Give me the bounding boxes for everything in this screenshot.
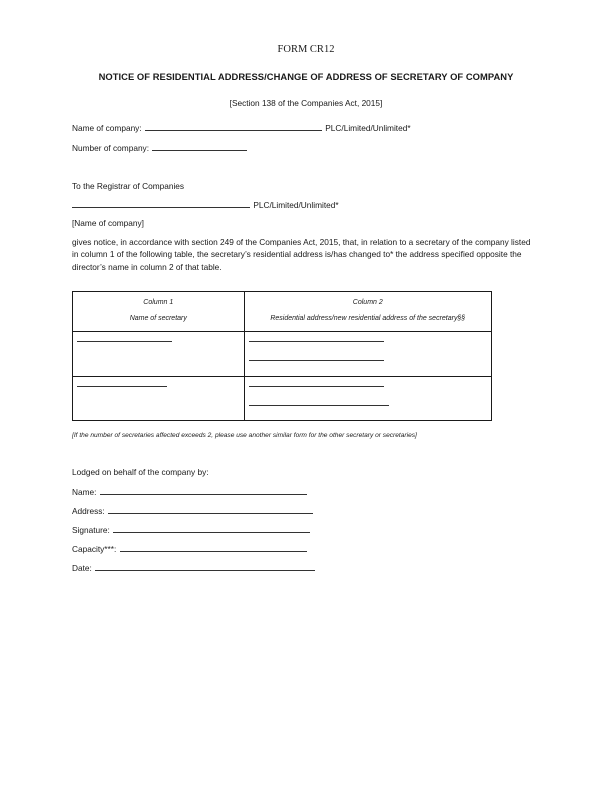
column-1-subheading: Name of secretary (129, 315, 187, 322)
column-1-header (73, 292, 245, 332)
column-1-heading: Column 1 (143, 299, 174, 306)
addressee-company-suffix: PLC/Limited/Unlimited* (253, 200, 339, 210)
company-name-suffix: PLC/Limited/Unlimited* (325, 123, 411, 133)
lodged-by-heading: Lodged on behalf of the company by: (72, 467, 209, 477)
column-2-heading: Column 2 (352, 299, 383, 306)
lodger-name-field[interactable] (100, 487, 307, 495)
form-number: FORM CR12 (277, 44, 335, 55)
lodger-name-label: Name: (72, 487, 97, 497)
secretary-1-address-line-2-field[interactable] (249, 360, 384, 361)
lodger-capacity-label: Capacity***: (72, 544, 117, 554)
notice-paragraph: gives notice, in accordance with section 249 of the Companies Act, 2015, that, in relation to a secretary of the company listed in column 1 of the following table, the secretary’s residential address is/has changed to* the address specified opposite the director’s name in column 2 of that table. (72, 237, 531, 272)
company-number-label: Number of company: (72, 143, 150, 153)
lodger-date-row (72, 563, 316, 573)
addressee-line: To the Registrar of Companies (72, 181, 185, 191)
secretary-address-cell (244, 377, 491, 421)
lodger-signature-row (72, 525, 311, 535)
addressee-company-row (72, 200, 339, 210)
company-name-label: Name of company: (72, 123, 142, 133)
secretary-2-name-field[interactable] (77, 386, 167, 387)
secretary-1-name-field[interactable] (77, 341, 172, 342)
column-2-subheading: Residential address/new residential address of the secretary§§ (270, 315, 466, 322)
table-row (73, 377, 492, 421)
secretary-name-cell (73, 377, 245, 421)
company-number-field[interactable] (152, 143, 247, 151)
secretary-1-address-line-1-field[interactable] (249, 341, 384, 342)
secretary-2-address-line-2-field[interactable] (249, 405, 389, 406)
company-name-field[interactable] (145, 123, 322, 131)
table-row (73, 332, 492, 377)
section-reference: [Section 138 of the Companies Act, 2015] (229, 98, 383, 108)
addressee-company-caption: [Name of company] (72, 218, 144, 228)
secretary-table (72, 291, 492, 421)
secretary-address-cell (244, 332, 491, 377)
lodger-signature-field[interactable] (113, 525, 310, 533)
secretary-name-cell (73, 332, 245, 377)
lodger-name-row (72, 487, 308, 497)
lodger-address-row (72, 506, 314, 516)
lodger-date-field[interactable] (95, 563, 315, 571)
table-header-row (73, 292, 492, 332)
lodger-address-label: Address: (72, 506, 105, 516)
company-number-row (72, 143, 248, 153)
secretary-2-address-line-1-field[interactable] (249, 386, 384, 387)
lodger-capacity-field[interactable] (120, 544, 307, 552)
lodger-signature-label: Signature: (72, 525, 110, 535)
lodger-address-field[interactable] (108, 506, 313, 514)
company-name-row (72, 123, 411, 133)
column-2-header (244, 292, 491, 332)
lodger-date-label: Date: (72, 563, 92, 573)
table-note: [If the number of secretaries affected exceeds 2, please use another similar form for the other secretary or secretaries] (72, 432, 417, 439)
addressee-company-field[interactable] (72, 200, 250, 208)
page-title: NOTICE OF RESIDENTIAL ADDRESS/CHANGE OF ADDRESS OF SECRETARY OF COMPANY (98, 71, 514, 82)
lodger-capacity-row (72, 544, 308, 554)
